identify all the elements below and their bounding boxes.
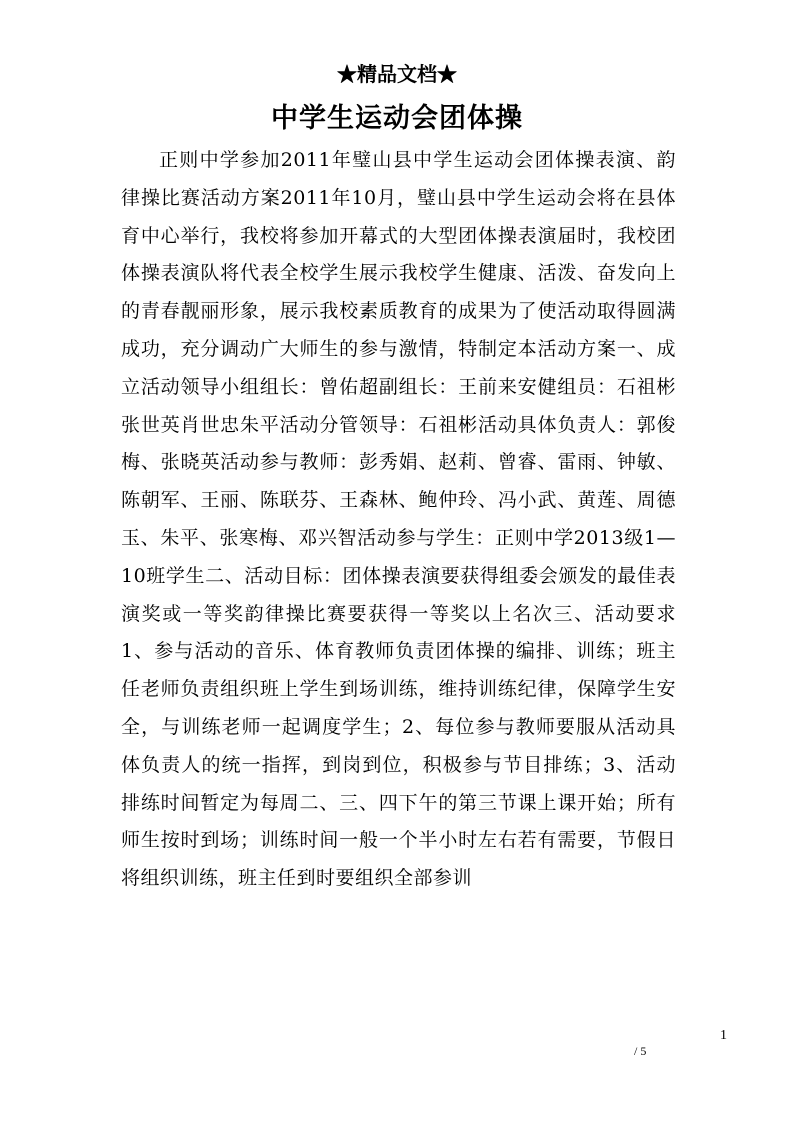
body-paragraph: 正则中学参加2011年璧山县中学生运动会团体操表演、韵律操比赛活动方案2011年10月，璧山县中学生运动会将在县体育中心举行，我校将参加开幕式的大型团体操表演届时，我校团体操表演队将代表全校学生展示我校学生健康、活泼、奋发向上的青春靓丽形象，展示我校素质教育的成果为了使活动取得圆满成功，充分调动广大师生的参与激情，特制定本活动方案一、成立活动领导小组组长：曾佑超副组长：王前来安健组员：石祖彬张世英肖世忠朱平活动分管领导：石祖彬活动具体负责人：郭俊梅、张晓英活动参与教师：彭秀娟、赵莉、曾睿、雷雨、钟敏、陈朝军、王丽、陈联芬、王森林、鲍仲玲、冯小武、黄莲、周德玉、朱平、张寒梅、邓兴智活动参与学生：正则中学2013级1—10班学生二、活动目标：团体操表演要获得组委会颁发的最佳表演奖或一等奖韵律操比赛要获得一等奖以上名次三、活动要求1、参与活动的音乐、体育教师负责团体操的编排、训练；班主任老师负责组织班上学生到场训练，维持训练纪律，保障学生安全，与训练老师一起调度学生；2、每位参与教师要服从活动具体负责人的统一指挥，到岗到位，积极参与节目排练；3、活动排练时间暂定为每周二、三、四下午的第三节课上课开始；所有师生按时到场；训练时间一般一个半小时左右若有需要，节假日将组织训练，班主任到时要组织全部参训	[121, 149, 676, 890]
page-title: 中学生运动会团体操	[271, 103, 523, 134]
page-number: 1	[720, 1028, 727, 1043]
header-mark: ★精品文档★	[337, 62, 457, 86]
page-count: / 5	[634, 1044, 647, 1058]
